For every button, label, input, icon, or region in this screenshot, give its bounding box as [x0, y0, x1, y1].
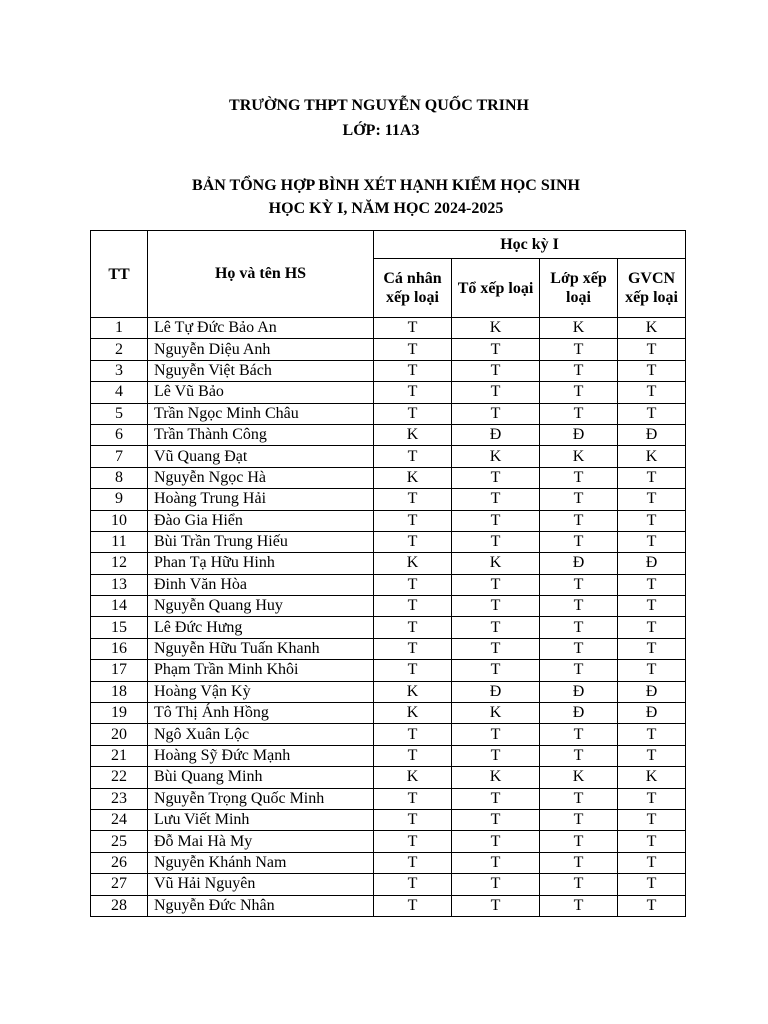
header-semester-group: Học kỳ I	[374, 231, 686, 259]
cell-teacher-rating: Đ	[618, 703, 686, 724]
cell-teacher-rating: T	[618, 831, 686, 852]
cell-self-rating: T	[374, 489, 452, 510]
cell-self-rating: T	[374, 724, 452, 745]
cell-team-rating: K	[452, 767, 540, 788]
cell-self-rating: T	[374, 809, 452, 830]
cell-team-rating: T	[452, 467, 540, 488]
cell-self-rating: T	[374, 596, 452, 617]
cell-class-rating: T	[540, 360, 618, 381]
cell-self-rating: T	[374, 895, 452, 916]
table-row	[91, 617, 686, 638]
cell-tt: 7	[91, 446, 148, 467]
cell-teacher-rating: T	[618, 809, 686, 830]
cell-self-rating: T	[374, 638, 452, 659]
cell-tt: 6	[91, 424, 148, 445]
cell-teacher-rating: T	[618, 360, 686, 381]
cell-teacher-rating: T	[618, 574, 686, 595]
cell-tt: 20	[91, 724, 148, 745]
header-teacher-rating: GVCN xếp loại	[618, 259, 686, 318]
cell-student-name: Trần Ngọc Minh Châu	[148, 403, 374, 424]
cell-teacher-rating: T	[618, 489, 686, 510]
header-tt: TT	[91, 231, 148, 318]
cell-student-name: Trần Thành Công	[148, 424, 374, 445]
cell-class-rating: T	[540, 809, 618, 830]
table-row	[91, 360, 686, 381]
school-name: TRƯỜNG THPT NGUYỄN QUỐC TRINH	[229, 97, 529, 114]
header-self-rating: Cá nhân xếp loại	[374, 259, 452, 318]
cell-team-rating: T	[452, 809, 540, 830]
cell-student-name: Ngô Xuân Lộc	[148, 724, 374, 745]
cell-team-rating: T	[452, 895, 540, 916]
cell-tt: 21	[91, 745, 148, 766]
table-row	[91, 681, 686, 702]
cell-team-rating: T	[452, 360, 540, 381]
cell-tt: 27	[91, 874, 148, 895]
cell-teacher-rating: T	[618, 617, 686, 638]
cell-student-name: Nguyễn Hữu Tuấn Khanh	[148, 638, 374, 659]
cell-self-rating: T	[374, 831, 452, 852]
cell-tt: 25	[91, 831, 148, 852]
cell-self-rating: K	[374, 467, 452, 488]
cell-teacher-rating: T	[618, 510, 686, 531]
cell-team-rating: T	[452, 874, 540, 895]
cell-teacher-rating: T	[618, 788, 686, 809]
cell-teacher-rating: T	[618, 382, 686, 403]
table-row	[91, 531, 686, 552]
cell-class-rating: T	[540, 638, 618, 659]
cell-tt: 8	[91, 467, 148, 488]
cell-teacher-rating: T	[618, 660, 686, 681]
cell-team-rating: T	[452, 382, 540, 403]
cell-class-rating: T	[540, 467, 618, 488]
cell-class-rating: T	[540, 403, 618, 424]
cell-tt: 9	[91, 489, 148, 510]
cell-class-rating: T	[540, 489, 618, 510]
table-row	[91, 788, 686, 809]
table-row	[91, 767, 686, 788]
cell-class-rating: Đ	[540, 424, 618, 445]
cell-class-rating: K	[540, 446, 618, 467]
cell-self-rating: T	[374, 446, 452, 467]
cell-teacher-rating: T	[618, 638, 686, 659]
cell-tt: 13	[91, 574, 148, 595]
cell-class-rating: T	[540, 788, 618, 809]
cell-teacher-rating: T	[618, 531, 686, 552]
cell-self-rating: T	[374, 510, 452, 531]
table-body	[91, 318, 686, 917]
cell-self-rating: T	[374, 318, 452, 339]
cell-team-rating: T	[452, 617, 540, 638]
cell-teacher-rating: T	[618, 745, 686, 766]
cell-student-name: Bùi Trần Trung Hiếu	[148, 531, 374, 552]
cell-team-rating: K	[452, 703, 540, 724]
conduct-table	[90, 230, 686, 917]
cell-self-rating: K	[374, 553, 452, 574]
cell-class-rating: T	[540, 745, 618, 766]
cell-teacher-rating: T	[618, 467, 686, 488]
cell-team-rating: T	[452, 638, 540, 659]
cell-team-rating: T	[452, 596, 540, 617]
cell-teacher-rating: Đ	[618, 553, 686, 574]
cell-student-name: Lê Tự Đức Bảo An	[148, 318, 374, 339]
cell-team-rating: T	[452, 788, 540, 809]
cell-self-rating: T	[374, 852, 452, 873]
table-row	[91, 318, 686, 339]
cell-self-rating: K	[374, 681, 452, 702]
cell-self-rating: T	[374, 382, 452, 403]
cell-team-rating: Đ	[452, 681, 540, 702]
cell-tt: 18	[91, 681, 148, 702]
cell-self-rating: T	[374, 745, 452, 766]
cell-student-name: Nguyễn Trọng Quốc Minh	[148, 788, 374, 809]
cell-teacher-rating: Đ	[618, 424, 686, 445]
cell-teacher-rating: K	[618, 767, 686, 788]
cell-teacher-rating: T	[618, 339, 686, 360]
cell-class-rating: T	[540, 874, 618, 895]
cell-teacher-rating: K	[618, 318, 686, 339]
cell-tt: 28	[91, 895, 148, 916]
cell-team-rating: Đ	[452, 424, 540, 445]
cell-student-name: Nguyễn Diệu Anh	[148, 339, 374, 360]
header-student-name: Họ và tên HS	[148, 231, 374, 318]
cell-student-name: Hoàng Sỹ Đức Mạnh	[148, 745, 374, 766]
cell-tt: 22	[91, 767, 148, 788]
cell-student-name: Đinh Văn Hòa	[148, 574, 374, 595]
cell-teacher-rating: K	[618, 446, 686, 467]
table-row	[91, 831, 686, 852]
table-row	[91, 382, 686, 403]
cell-student-name: Phạm Trần Minh Khôi	[148, 660, 374, 681]
cell-student-name: Vũ Quang Đạt	[148, 446, 374, 467]
cell-teacher-rating: T	[618, 852, 686, 873]
table-row	[91, 660, 686, 681]
cell-class-rating: T	[540, 574, 618, 595]
cell-team-rating: T	[452, 531, 540, 552]
table-row	[91, 596, 686, 617]
cell-class-rating: T	[540, 852, 618, 873]
table-row	[91, 703, 686, 724]
cell-team-rating: T	[452, 831, 540, 852]
header-class-rating: Lớp xếp loại	[540, 259, 618, 318]
cell-class-rating: Đ	[540, 703, 618, 724]
cell-self-rating: T	[374, 660, 452, 681]
table-row	[91, 510, 686, 531]
cell-teacher-rating: T	[618, 596, 686, 617]
cell-student-name: Nguyễn Ngọc Hà	[148, 467, 374, 488]
table-row	[91, 424, 686, 445]
cell-student-name: Nguyễn Việt Bách	[148, 360, 374, 381]
cell-student-name: Hoàng Vận Kỳ	[148, 681, 374, 702]
cell-student-name: Lê Vũ Bảo	[148, 382, 374, 403]
table-row	[91, 895, 686, 916]
cell-tt: 2	[91, 339, 148, 360]
cell-student-name: Nguyễn Quang Huy	[148, 596, 374, 617]
cell-student-name: Lưu Viết Minh	[148, 809, 374, 830]
cell-teacher-rating: T	[618, 895, 686, 916]
cell-class-rating: Đ	[540, 553, 618, 574]
cell-class-rating: T	[540, 339, 618, 360]
cell-team-rating: K	[452, 553, 540, 574]
cell-team-rating: T	[452, 339, 540, 360]
cell-tt: 10	[91, 510, 148, 531]
cell-tt: 15	[91, 617, 148, 638]
cell-class-rating: T	[540, 724, 618, 745]
cell-teacher-rating: T	[618, 874, 686, 895]
cell-student-name: Đào Gia Hiển	[148, 510, 374, 531]
cell-tt: 19	[91, 703, 148, 724]
table-row	[91, 574, 686, 595]
cell-tt: 14	[91, 596, 148, 617]
cell-tt: 3	[91, 360, 148, 381]
cell-team-rating: T	[452, 660, 540, 681]
cell-self-rating: T	[374, 339, 452, 360]
cell-team-rating: T	[452, 574, 540, 595]
table-row	[91, 852, 686, 873]
table-row	[91, 403, 686, 424]
table-row	[91, 446, 686, 467]
cell-self-rating: T	[374, 360, 452, 381]
cell-tt: 17	[91, 660, 148, 681]
class-label: LỚP: 11A3	[342, 122, 420, 139]
cell-class-rating: T	[540, 596, 618, 617]
table-row	[91, 489, 686, 510]
cell-tt: 11	[91, 531, 148, 552]
header-team-rating: Tổ xếp loại	[452, 259, 540, 318]
cell-tt: 16	[91, 638, 148, 659]
table-row	[91, 467, 686, 488]
cell-self-rating: T	[374, 403, 452, 424]
cell-teacher-rating: T	[618, 403, 686, 424]
table-row	[91, 724, 686, 745]
table-row	[91, 638, 686, 659]
cell-team-rating: T	[452, 852, 540, 873]
cell-class-rating: K	[540, 318, 618, 339]
cell-team-rating: T	[452, 724, 540, 745]
document-subtitle: HỌC KỲ I, NĂM HỌC 2024-2025	[268, 200, 504, 217]
cell-tt: 23	[91, 788, 148, 809]
cell-team-rating: K	[452, 446, 540, 467]
cell-team-rating: T	[452, 489, 540, 510]
cell-self-rating: T	[374, 574, 452, 595]
cell-student-name: Nguyễn Khánh Nam	[148, 852, 374, 873]
cell-student-name: Phan Tạ Hữu Hinh	[148, 553, 374, 574]
cell-self-rating: T	[374, 788, 452, 809]
cell-team-rating: T	[452, 403, 540, 424]
cell-class-rating: T	[540, 510, 618, 531]
cell-student-name: Bùi Quang Minh	[148, 767, 374, 788]
cell-student-name: Hoàng Trung Hải	[148, 489, 374, 510]
cell-tt: 5	[91, 403, 148, 424]
cell-tt: 1	[91, 318, 148, 339]
cell-class-rating: T	[540, 895, 618, 916]
cell-team-rating: T	[452, 510, 540, 531]
table-row	[91, 809, 686, 830]
cell-class-rating: K	[540, 767, 618, 788]
cell-self-rating: T	[374, 617, 452, 638]
cell-team-rating: T	[452, 745, 540, 766]
cell-self-rating: T	[374, 874, 452, 895]
table-row	[91, 553, 686, 574]
cell-class-rating: T	[540, 660, 618, 681]
cell-tt: 4	[91, 382, 148, 403]
cell-teacher-rating: T	[618, 724, 686, 745]
cell-class-rating: T	[540, 617, 618, 638]
cell-self-rating: K	[374, 703, 452, 724]
cell-team-rating: K	[452, 318, 540, 339]
cell-student-name: Tô Thị Ánh Hồng	[148, 703, 374, 724]
cell-tt: 24	[91, 809, 148, 830]
cell-student-name: Vũ Hải Nguyên	[148, 874, 374, 895]
cell-class-rating: T	[540, 531, 618, 552]
cell-teacher-rating: Đ	[618, 681, 686, 702]
cell-class-rating: Đ	[540, 681, 618, 702]
cell-self-rating: K	[374, 424, 452, 445]
cell-tt: 26	[91, 852, 148, 873]
document-title: BẢN TỔNG HỢP BÌNH XÉT HẠNH KIỂM HỌC SINH	[192, 177, 580, 194]
cell-class-rating: T	[540, 831, 618, 852]
table-row	[91, 745, 686, 766]
cell-class-rating: T	[540, 382, 618, 403]
cell-student-name: Đỗ Mai Hà My	[148, 831, 374, 852]
cell-student-name: Lê Đức Hưng	[148, 617, 374, 638]
cell-tt: 12	[91, 553, 148, 574]
table-row	[91, 339, 686, 360]
table-row	[91, 874, 686, 895]
cell-self-rating: K	[374, 767, 452, 788]
cell-self-rating: T	[374, 531, 452, 552]
cell-student-name: Nguyễn Đức Nhân	[148, 895, 374, 916]
